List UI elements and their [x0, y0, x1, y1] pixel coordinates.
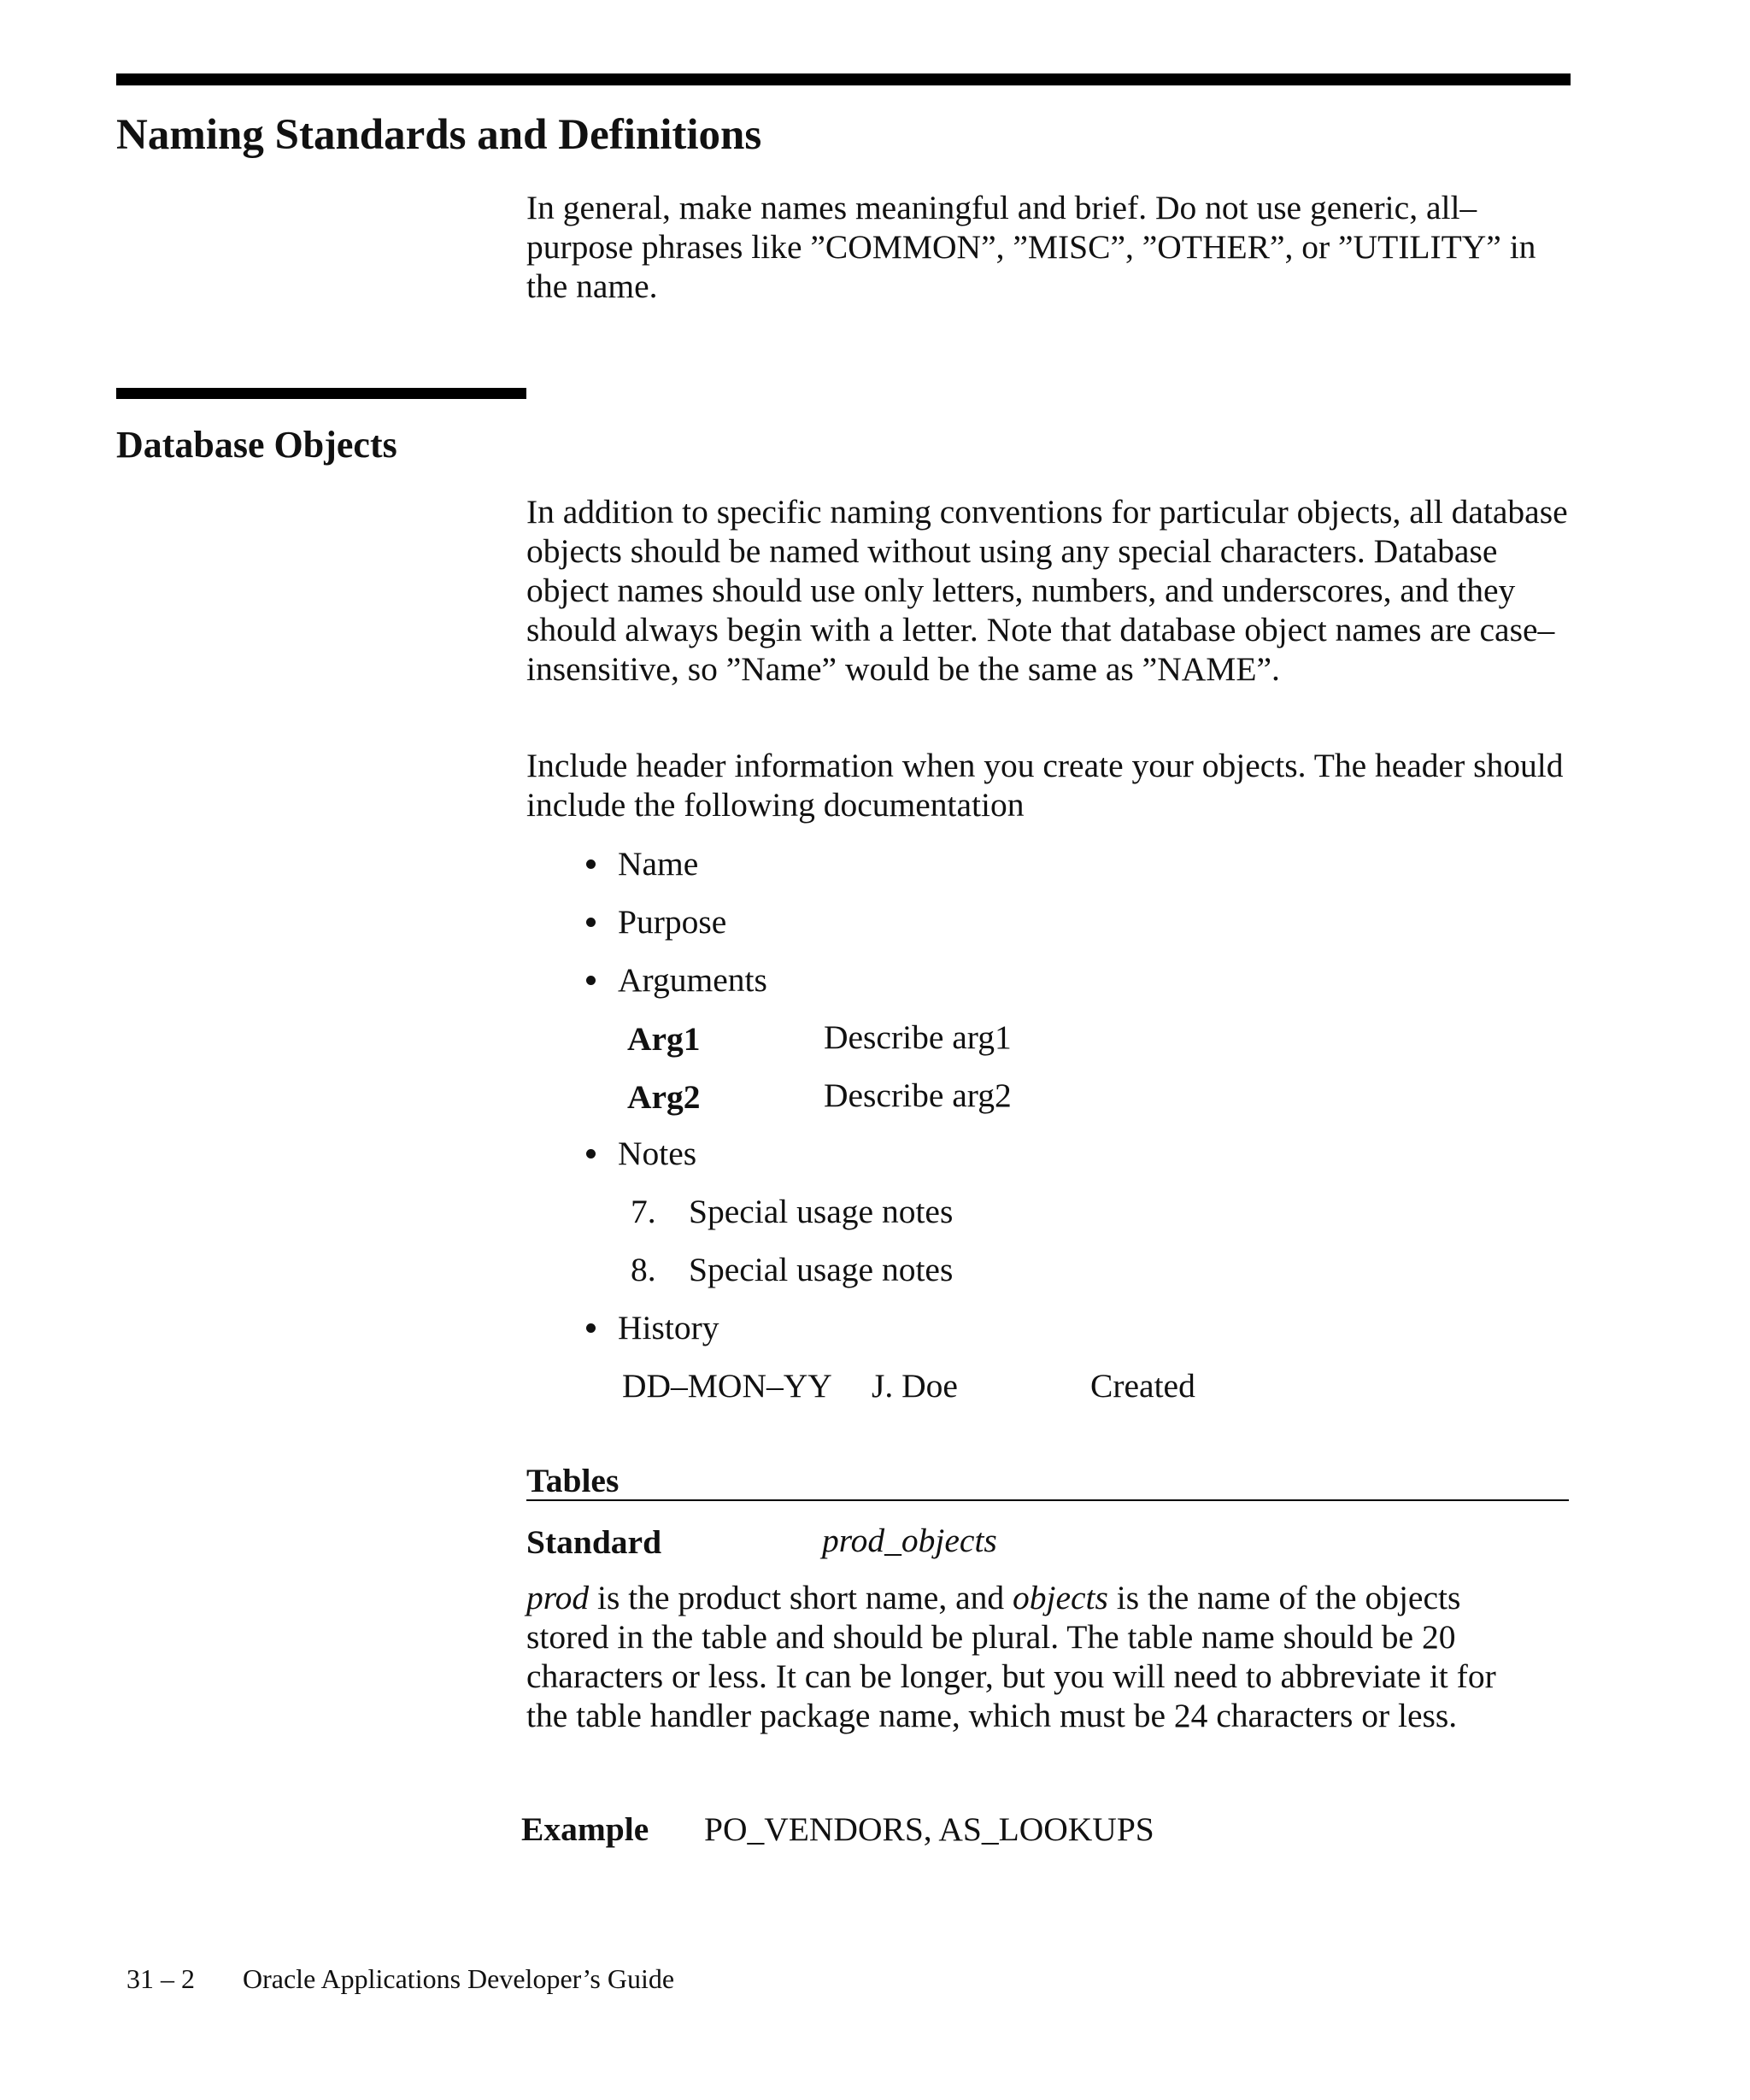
bullet-label: History: [618, 1309, 719, 1346]
list-item: [586, 960, 767, 1000]
desc-objects: objects: [1013, 1579, 1108, 1616]
bullet-icon: [586, 1323, 596, 1333]
standard-label: Standard: [526, 1523, 662, 1561]
page-number: 31 – 2: [126, 1963, 195, 1994]
intro-text: In general, make names meaningful and brief. Do not use generic, all–purpose phrases like ”COMMON”, ”MISC”, ”OTHER”, or ”UTILITY” in the name.: [526, 189, 1536, 305]
top-rule: [116, 73, 1571, 85]
desc-part-1: is the product short name, and: [589, 1579, 1013, 1616]
intro-paragraph: [526, 188, 1577, 306]
bullet-label: Notes: [618, 1135, 697, 1172]
section-paragraph-2: [526, 746, 1577, 824]
bullet-icon: [586, 1149, 596, 1159]
section-paragraph-1: [526, 492, 1577, 689]
tables-heading: Tables: [526, 1462, 620, 1499]
desc-prod: prod: [526, 1579, 590, 1616]
bullet-icon: [586, 918, 596, 927]
history-author: J. Doe: [872, 1367, 958, 1405]
note-text: Special usage notes: [689, 1193, 954, 1230]
bullet-icon: [586, 859, 596, 869]
book-title: Oracle Applications Developer’s Guide: [243, 1963, 675, 1994]
desc-part-2: is the name of the objects stored in the table and should be plural. The table name should be 20 characters or less. It can be longer, but you will need to abbreviate it for the table handler package name, which must be 24 characters or less.: [526, 1579, 1496, 1734]
tables-rule: [526, 1499, 1569, 1501]
bullet-icon: [586, 976, 596, 985]
list-item: [586, 902, 726, 941]
standard-value: prod_objects: [822, 1522, 997, 1559]
history-action: Created: [1090, 1367, 1195, 1405]
list-item: [586, 1308, 719, 1347]
bullet-label: Name: [618, 845, 699, 883]
history-date: DD–MON–YY: [622, 1367, 832, 1405]
bullet-label: Purpose: [618, 903, 727, 941]
page-title: Naming Standards and Definitions: [116, 111, 762, 159]
example-value: PO_VENDORS, AS_LOOKUPS: [704, 1810, 1154, 1848]
tables-description-text: [526, 1578, 1543, 1735]
arg-name: Arg2: [627, 1078, 701, 1116]
arg-desc: Describe arg2: [824, 1076, 1012, 1114]
example-label: Example: [521, 1810, 649, 1848]
tables-description: [526, 1578, 1543, 1735]
list-item: [586, 844, 698, 883]
bullet-label: Arguments: [618, 961, 767, 999]
arg-name: Arg1: [627, 1020, 701, 1058]
section-rule: [116, 388, 526, 399]
note-text: Special usage notes: [689, 1251, 954, 1288]
note-number: 7.: [631, 1193, 656, 1230]
section-para-2-text: Include header information when you create your objects. The header should include the following documentation: [526, 747, 1564, 824]
note-number: 8.: [631, 1251, 656, 1288]
arg-desc: Describe arg1: [824, 1018, 1012, 1056]
section-title: Database Objects: [116, 424, 397, 466]
section-para-1-text: In addition to specific naming conventions for particular objects, all database objects should be named without using any special characters. Database object names should use only letters, numbers, and underscores, and they should always begin with a letter. Note that database object names are case–insensitive, so ”Name” would be the same as ”NAME”.: [526, 493, 1568, 688]
list-item: [586, 1134, 696, 1173]
